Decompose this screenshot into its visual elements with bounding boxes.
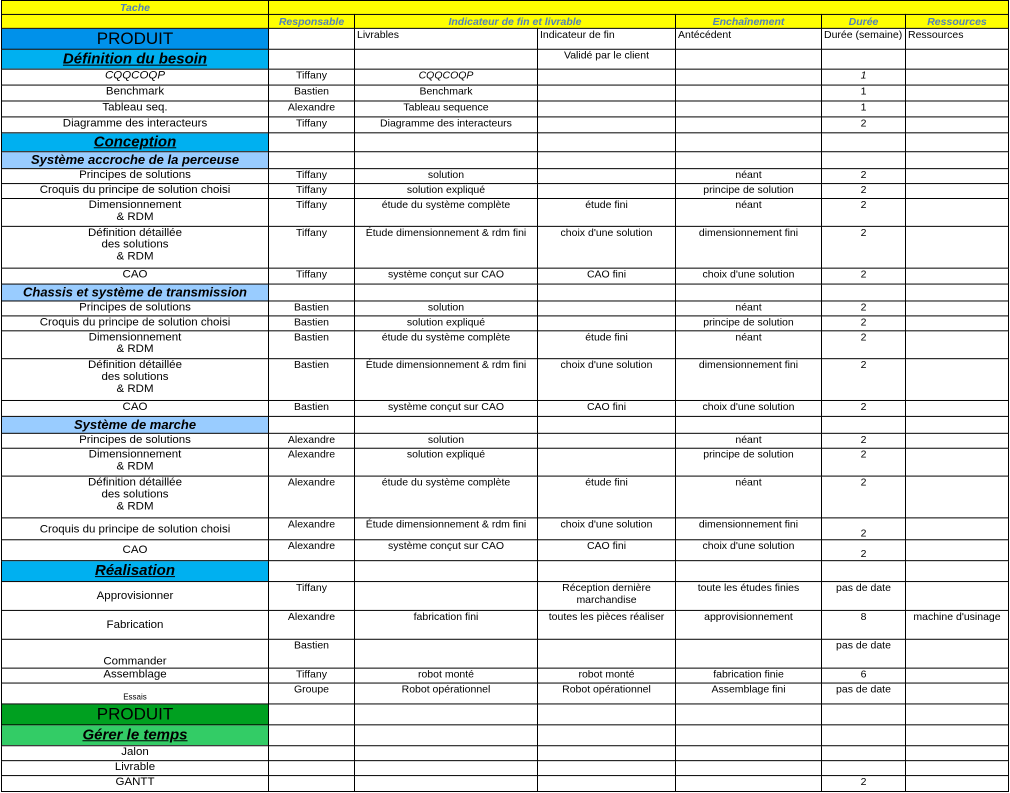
task-antecedent <box>676 117 822 133</box>
task-antecedent: néant <box>676 301 822 316</box>
task-responsable: Tiffany <box>269 198 355 226</box>
task-duree: 2 <box>822 540 906 561</box>
task-livrable: solution <box>355 433 538 448</box>
table-row <box>2 476 1009 518</box>
task-indicateur <box>538 746 676 761</box>
task-name: Croquis du principe de solution choisi <box>2 316 269 331</box>
task-livrable: Étude dimensionnement & rdm fini <box>355 359 538 401</box>
task-antecedent: néant <box>676 169 822 184</box>
task-ressources: machine d'usinage <box>906 610 1009 639</box>
task-duree: 6 <box>822 668 906 683</box>
task-indicateur: étude fini <box>538 198 676 226</box>
task-antecedent <box>676 639 822 668</box>
task-ressources <box>906 746 1009 761</box>
table-row <box>2 433 1009 448</box>
task-livrable: Étude dimensionnement & rdm fini <box>355 518 538 540</box>
table-row <box>2 540 1009 561</box>
task-antecedent: néant <box>676 198 822 226</box>
task-duree: 2 <box>822 117 906 133</box>
task-indicateur: CAO fini <box>538 268 676 284</box>
task-name: Jalon <box>2 746 269 761</box>
task-livrable: Benchmark <box>355 85 538 101</box>
task-ressources <box>906 668 1009 683</box>
cell <box>822 49 906 69</box>
task-antecedent <box>676 761 822 776</box>
task-name: Commander <box>2 639 269 668</box>
task-antecedent <box>676 101 822 117</box>
task-duree: 2 <box>822 198 906 226</box>
task-antecedent: néant <box>676 331 822 359</box>
task-ressources <box>906 268 1009 284</box>
task-livrable: Étude dimensionnement & rdm fini <box>355 226 538 268</box>
task-name: Dimensionnement & RDM <box>2 198 269 226</box>
task-ressources <box>906 226 1009 268</box>
task-duree: 2 <box>822 433 906 448</box>
task-ressources <box>906 582 1009 611</box>
header-responsable: Responsable <box>269 14 355 28</box>
task-indicateur <box>538 301 676 316</box>
task-indicateur <box>538 184 676 199</box>
task-antecedent: choix d'une solution <box>676 400 822 416</box>
task-ressources <box>906 117 1009 133</box>
task-name: Définition détaillée des solutions & RDM <box>2 476 269 518</box>
task-livrable: Robot opérationnel <box>355 683 538 704</box>
table-row <box>2 69 1009 85</box>
task-indicateur: étude fini <box>538 331 676 359</box>
task-responsable: Alexandre <box>269 518 355 540</box>
task-duree: pas de date <box>822 639 906 668</box>
task-responsable: Groupe <box>269 683 355 704</box>
task-responsable: Alexandre <box>269 448 355 476</box>
task-indicateur: Robot opérationnel <box>538 683 676 704</box>
task-ressources <box>906 316 1009 331</box>
table-row <box>2 268 1009 284</box>
table-row <box>2 316 1009 331</box>
task-name: GANTT <box>2 776 269 792</box>
section-definition-besoin: Définition du besoin <box>2 49 269 69</box>
task-ressources <box>906 400 1009 416</box>
task-name: Benchmark <box>2 85 269 101</box>
task-ressources <box>906 540 1009 561</box>
table-row <box>2 746 1009 761</box>
task-ressources <box>906 761 1009 776</box>
task-livrable: solution expliqué <box>355 448 538 476</box>
task-responsable: Alexandre <box>269 610 355 639</box>
task-ressources <box>906 433 1009 448</box>
table-row <box>2 582 1009 611</box>
task-antecedent: principe de solution <box>676 316 822 331</box>
task-responsable: Bastien <box>269 85 355 101</box>
task-antecedent: dimensionnement fini <box>676 359 822 401</box>
header-ressources: Ressources <box>906 14 1009 28</box>
task-duree: 2 <box>822 448 906 476</box>
task-name: Tableau seq. <box>2 101 269 117</box>
task-name: Définition détaillée des solutions & RDM <box>2 226 269 268</box>
cell <box>676 49 822 69</box>
cell <box>269 49 355 69</box>
task-responsable <box>269 761 355 776</box>
cell <box>355 49 538 69</box>
task-livrable: étude du système complète <box>355 331 538 359</box>
task-livrable: système conçut sur CAO <box>355 400 538 416</box>
subheader-antecedent: Antécédent <box>676 28 822 49</box>
task-antecedent: néant <box>676 433 822 448</box>
table-row <box>2 169 1009 184</box>
table-row <box>2 761 1009 776</box>
task-responsable: Tiffany <box>269 169 355 184</box>
table-row <box>2 610 1009 639</box>
task-responsable: Tiffany <box>269 582 355 611</box>
cell <box>269 28 355 49</box>
task-indicateur <box>538 101 676 117</box>
task-responsable: Alexandre <box>269 433 355 448</box>
task-duree: 1 <box>822 69 906 85</box>
task-ressources <box>906 198 1009 226</box>
table-row <box>2 101 1009 117</box>
task-indicateur <box>538 761 676 776</box>
task-livrable: Tableau sequence <box>355 101 538 117</box>
subheader-duree: Durée (semaine) <box>822 28 906 49</box>
table-row <box>2 359 1009 401</box>
task-antecedent: choix d'une solution <box>676 540 822 561</box>
task-indicateur: toutes les pièces réaliser <box>538 610 676 639</box>
task-duree: 2 <box>822 169 906 184</box>
task-duree: 1 <box>822 85 906 101</box>
task-responsable: Alexandre <box>269 476 355 518</box>
task-duree: 2 <box>822 518 906 540</box>
section-conception: Conception <box>2 133 269 152</box>
task-antecedent: néant <box>676 476 822 518</box>
task-duree <box>822 746 906 761</box>
task-responsable: Tiffany <box>269 268 355 284</box>
section-chassis-transmission: Chassis et système de transmission <box>2 284 269 301</box>
cell <box>906 49 1009 69</box>
task-indicateur <box>538 776 676 792</box>
table-row <box>2 668 1009 683</box>
task-responsable <box>269 746 355 761</box>
task-ressources <box>906 639 1009 668</box>
task-ressources <box>906 301 1009 316</box>
task-indicateur: étude fini <box>538 476 676 518</box>
subheader-indicateur-fin: Indicateur de fin <box>538 28 676 49</box>
task-name: CAO <box>2 540 269 561</box>
table-row <box>2 331 1009 359</box>
task-duree: 2 <box>822 476 906 518</box>
task-responsable: Tiffany <box>269 226 355 268</box>
task-duree: pas de date <box>822 582 906 611</box>
table-row <box>2 776 1009 792</box>
task-name: Assemblage <box>2 668 269 683</box>
task-indicateur <box>538 639 676 668</box>
task-indicateur: CAO fini <box>538 540 676 561</box>
task-livrable: solution expliqué <box>355 184 538 199</box>
task-ressources <box>906 169 1009 184</box>
table-row <box>2 400 1009 416</box>
task-ressources <box>906 683 1009 704</box>
table-row <box>2 518 1009 540</box>
task-livrable: fabrication fini <box>355 610 538 639</box>
task-antecedent: dimensionnement fini <box>676 226 822 268</box>
task-duree: 2 <box>822 776 906 792</box>
task-antecedent: principe de solution <box>676 448 822 476</box>
task-name: CQQCOQP <box>2 69 269 85</box>
task-name: Définition détaillée des solutions & RDM <box>2 359 269 401</box>
task-indicateur <box>538 69 676 85</box>
task-livrable <box>355 761 538 776</box>
task-antecedent: principe de solution <box>676 184 822 199</box>
task-antecedent: approvisionnement <box>676 610 822 639</box>
task-duree: 2 <box>822 268 906 284</box>
task-livrable <box>355 776 538 792</box>
task-livrable: solution <box>355 301 538 316</box>
task-livrable: étude du système complète <box>355 476 538 518</box>
task-responsable: Bastien <box>269 331 355 359</box>
header-duree: Durée <box>822 14 906 28</box>
task-livrable: solution <box>355 169 538 184</box>
task-indicateur: robot monté <box>538 668 676 683</box>
task-antecedent: fabrication finie <box>676 668 822 683</box>
header-empty <box>2 14 269 28</box>
task-livrable: solution expliqué <box>355 316 538 331</box>
subheader-ressources: Ressources <box>906 28 1009 49</box>
task-name: Dimensionnement & RDM <box>2 331 269 359</box>
task-ressources <box>906 359 1009 401</box>
task-livrable: système conçut sur CAO <box>355 540 538 561</box>
task-livrable: CQQCOQP <box>355 69 538 85</box>
task-indicateur: choix d'une solution <box>538 518 676 540</box>
task-ressources <box>906 101 1009 117</box>
task-duree: 2 <box>822 226 906 268</box>
task-indicateur: choix d'une solution <box>538 226 676 268</box>
task-indicateur: choix d'une solution <box>538 359 676 401</box>
task-ressources <box>906 85 1009 101</box>
task-responsable: Bastien <box>269 400 355 416</box>
table-row <box>2 301 1009 316</box>
task-indicateur <box>538 448 676 476</box>
task-responsable: Tiffany <box>269 184 355 199</box>
task-indicateur: Réception dernière marchandise <box>538 582 676 611</box>
table-row <box>2 198 1009 226</box>
task-livrable <box>355 639 538 668</box>
task-indicateur <box>538 117 676 133</box>
task-responsable: Bastien <box>269 639 355 668</box>
table-row <box>2 184 1009 199</box>
task-antecedent <box>676 746 822 761</box>
task-name: Essais <box>2 683 269 704</box>
table-row <box>2 683 1009 704</box>
table-row <box>2 85 1009 101</box>
task-ressources <box>906 776 1009 792</box>
task-livrable <box>355 746 538 761</box>
task-duree <box>822 761 906 776</box>
header-tache: Tache <box>2 0 269 14</box>
task-name: Diagramme des interacteurs <box>2 117 269 133</box>
task-antecedent <box>676 85 822 101</box>
task-name: CAO <box>2 400 269 416</box>
task-livrable: système conçut sur CAO <box>355 268 538 284</box>
task-livrable <box>355 582 538 611</box>
task-livrable: robot monté <box>355 668 538 683</box>
header-blank <box>269 0 1009 14</box>
task-indicateur <box>538 316 676 331</box>
task-responsable: Tiffany <box>269 668 355 683</box>
task-name: CAO <box>2 268 269 284</box>
header-indicateur: Indicateur de fin et livrable <box>355 14 676 28</box>
task-ressources <box>906 69 1009 85</box>
task-ressources <box>906 184 1009 199</box>
task-duree: 2 <box>822 400 906 416</box>
task-name: Fabrication <box>2 610 269 639</box>
table-row <box>2 448 1009 476</box>
task-responsable: Alexandre <box>269 540 355 561</box>
section-systeme-marche: Système de marche <box>2 416 269 433</box>
section-gerer-temps: Gérer le temps <box>2 725 269 746</box>
task-duree: 2 <box>822 301 906 316</box>
task-name: Croquis du principe de solution choisi <box>2 184 269 199</box>
task-indicateur: CAO fini <box>538 400 676 416</box>
task-responsable: Bastien <box>269 316 355 331</box>
task-antecedent: dimensionnement fini <box>676 518 822 540</box>
task-duree: 2 <box>822 316 906 331</box>
task-name: Principes de solutions <box>2 433 269 448</box>
task-duree: 1 <box>822 101 906 117</box>
task-ressources <box>906 331 1009 359</box>
task-responsable: Tiffany <box>269 69 355 85</box>
definition-valide: Validé par le client <box>538 49 676 69</box>
task-duree: 2 <box>822 359 906 401</box>
task-indicateur <box>538 433 676 448</box>
task-duree: pas de date <box>822 683 906 704</box>
table-row <box>2 639 1009 668</box>
section-realisation: Réalisation <box>2 561 269 582</box>
task-responsable: Bastien <box>269 301 355 316</box>
task-duree: 2 <box>822 331 906 359</box>
task-indicateur <box>538 85 676 101</box>
task-responsable: Tiffany <box>269 117 355 133</box>
task-name: Dimensionnement & RDM <box>2 448 269 476</box>
task-duree: 2 <box>822 184 906 199</box>
task-indicateur <box>538 169 676 184</box>
section-produit-2: PRODUIT <box>2 704 269 725</box>
task-responsable <box>269 776 355 792</box>
header-enchainement: Enchaînement <box>676 14 822 28</box>
section-produit: PRODUIT <box>2 28 269 49</box>
task-duree: 8 <box>822 610 906 639</box>
task-name: Approvisionner <box>2 582 269 611</box>
task-ressources <box>906 476 1009 518</box>
task-ressources <box>906 518 1009 540</box>
task-antecedent: choix d'une solution <box>676 268 822 284</box>
task-ressources <box>906 448 1009 476</box>
task-responsable: Bastien <box>269 359 355 401</box>
task-livrable: Diagramme des interacteurs <box>355 117 538 133</box>
task-antecedent <box>676 776 822 792</box>
task-name: Croquis du principe de solution choisi <box>2 518 269 540</box>
subheader-livrables: Livrables <box>355 28 538 49</box>
task-antecedent: toute les études finies <box>676 582 822 611</box>
task-name: Principes de solutions <box>2 169 269 184</box>
task-antecedent <box>676 69 822 85</box>
task-name: Livrable <box>2 761 269 776</box>
task-antecedent: Assemblage fini <box>676 683 822 704</box>
task-livrable: étude du système complète <box>355 198 538 226</box>
task-name: Principes de solutions <box>2 301 269 316</box>
table-row <box>2 226 1009 268</box>
task-responsable: Alexandre <box>269 101 355 117</box>
table-row <box>2 117 1009 133</box>
project-task-table <box>1 0 1009 792</box>
section-accroche-perceuse: Système accroche de la perceuse <box>2 152 269 169</box>
